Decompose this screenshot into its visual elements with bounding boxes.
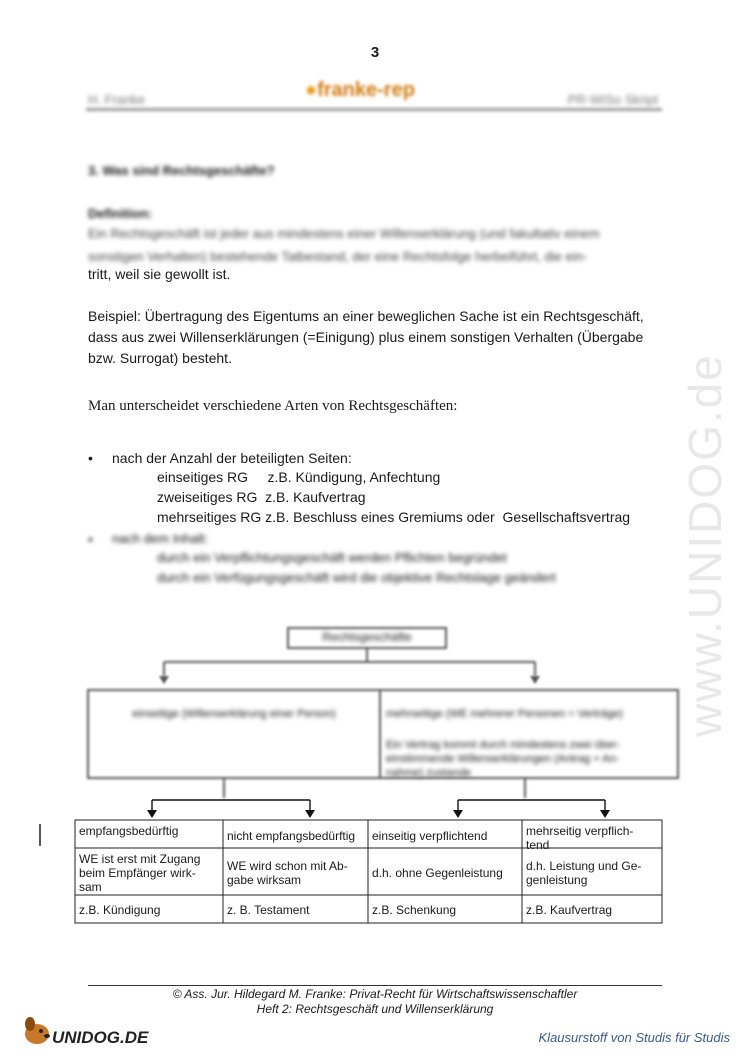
bullet-symbol: • <box>88 531 93 547</box>
bullet-sub-line: einseitiges RG z.B. Kündigung, Anfechtung <box>157 469 441 485</box>
bullet-sub-line: zweiseitiges RG z.B. Kaufvertrag <box>157 489 366 505</box>
table-cell: einseitig verpflichtend <box>372 829 488 843</box>
footer-rule <box>88 985 662 986</box>
page-number: 3 <box>370 44 380 61</box>
example-line: dass aus zwei Willenserklärungen (=Einigung) plus einem sonstigen Verhalten (Übergabe <box>88 329 644 345</box>
table-cell: z.B. Kündigung <box>79 903 161 917</box>
watermark: www.UNIDOG.de <box>679 353 731 737</box>
definition-line: tritt, weil sie gewollt ist. <box>88 266 231 282</box>
header-author: H. Franke <box>88 92 146 107</box>
bullet-sub-line: durch ein Verpflichtungsgeschäft werden Pflichten begründet <box>157 550 507 565</box>
definition-line: sonstigen Verhalten) bestehende Tatbestand, der eine Rechtsfolge herbeiführt, die ein- <box>88 249 588 264</box>
header-course: PR-WiSo Skript <box>567 92 658 107</box>
table-cell: z.B. Kaufvertrag <box>526 903 613 917</box>
diagram-right-box-text: Ein Vertrag kommt durch mindestens zwei über- einstimmende Willenserklärungen (Antrag + An- nahme) zustande <box>386 739 621 779</box>
example-line: Beispiel: Übertragung des Eigentums an einer beweglichen Sache ist ein Rechtsgeschäft, <box>88 308 644 324</box>
table-cell: WE ist erst mit Zugang beim Empfänger wirk- sam <box>79 852 201 894</box>
dog-logo-icon <box>20 1014 54 1048</box>
table-cell: d.h. ohne Gegenleistung <box>372 866 503 880</box>
table-cell: d.h. Leistung und Ge- genleistung <box>526 859 642 887</box>
definition-line: Ein Rechtsgeschäft ist jeder aus mindestens einer Willenserklärung (und fakultativ einem <box>88 226 600 241</box>
diagram-right-box-title: mehrseitige (WE mehrerer Personen = Verträge) <box>386 708 623 720</box>
bullet-symbol: • <box>88 450 93 466</box>
footer-brand: UNIDOG.DE <box>52 1028 149 1047</box>
table-cell: z. B. Testament <box>227 903 310 917</box>
intro-line: Man unterscheidet verschiedene Arten von Rechtsgeschäften: <box>88 398 458 414</box>
footer-copyright: © Ass. Jur. Hildegard M. Franke: Privat-Recht für Wirtschaftswissenschaftler <box>172 987 578 1001</box>
diagram-left-box: einseitige (Willenserklärung einer Person) <box>132 708 336 720</box>
bullet-sub-line: mehrseitiges RG z.B. Beschluss eines Gremiums oder Gesellschaftsvertrag <box>157 509 631 525</box>
table-cell: mehrseitig verpflich- tend <box>526 824 634 852</box>
bullet-text: nach dem Inhalt: <box>112 531 209 546</box>
bullet-text: nach der Anzahl der beteiligten Seiten: <box>112 450 352 466</box>
bullet-sub-line: durch ein Verfügungsgeschäft wird die objektive Rechtslage geändert <box>157 570 556 585</box>
table-cell: WE wird schon mit Ab- gabe wirksam <box>227 859 348 887</box>
example-line: bzw. Surrogat) besteht. <box>88 350 232 366</box>
section-title: 3. Was sind Rechtsgeschäfte? <box>88 163 275 178</box>
table-cell: nicht empfangsbedürftig <box>227 829 356 843</box>
header-rule <box>86 108 662 111</box>
header-logo: ●franke-rep <box>305 79 415 101</box>
table-cell: z.B. Schenkung <box>372 903 457 917</box>
table-cell: empfangsbedürftig <box>79 824 179 838</box>
diagram-root-label: Rechtsgeschäfte <box>322 630 412 644</box>
footer-subtitle: Heft 2: Rechtsgeschäft und Willenserklärung <box>256 1002 494 1016</box>
footer-tagline: Klausurstoff von Studis für Studis <box>538 1030 730 1045</box>
definition-label: Definition: <box>88 206 153 221</box>
